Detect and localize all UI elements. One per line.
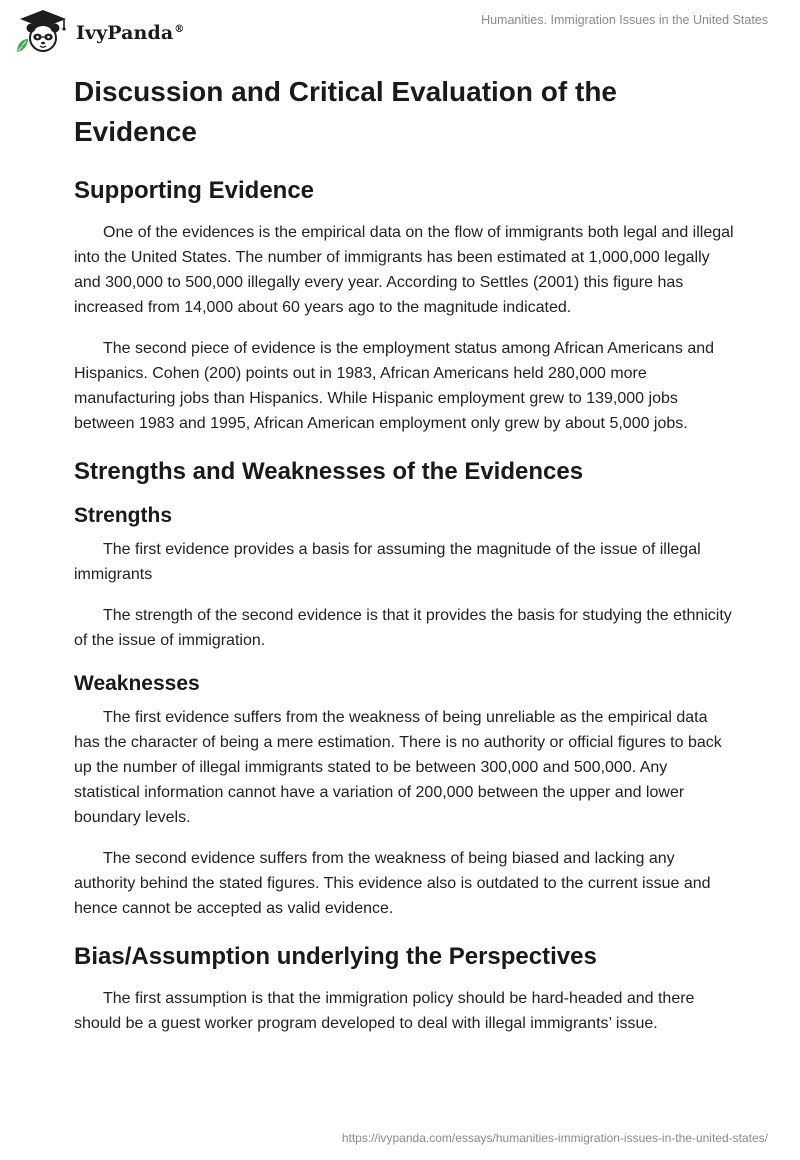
footer-url-link[interactable]: https://ivypanda.com/essays/humanities-immigration-issues-in-the-united-states/ [341, 1131, 768, 1145]
panda-graduate-logo-icon [14, 8, 72, 54]
section-heading-strengths-weaknesses: Strengths and Weaknesses of the Evidences [74, 458, 584, 485]
section-heading-bias-assumption: Bias/Assumption underlying the Perspectives [74, 943, 597, 970]
paragraph: The first evidence suffers from the weakness of being unreliable as the empirical data has the character of being a mere estimation. There is no authority or official figures to back up the number of illegal immigrants stated to be between 300,000 and 500,000. Any statistical information cannot have a variation of 200,000 between the upper and lower boundary levels. [74, 709, 722, 826]
paragraph: One of the evidences is the empirical data on the flow of immigrants both legal and illegal into the United States. The number of immigrants has been estimated at 1,000,000 legally and 300,000 to 500,000 illegally every year. According to Settles (2001) this figure has increased from 14,000 about 60 years ago to the magnitude indicated. [74, 224, 734, 316]
article-body [74, 72, 734, 1052]
paragraph: The second evidence suffers from the weakness of being biased and lacking any authority behind the stated figures. This evidence also is outdated to the current issue and hence cannot be accepted as valid evidence. [74, 850, 711, 917]
registered-mark: ® [174, 23, 185, 35]
paragraph: The strength of the second evidence is that it provides the basis for studying the ethnicity of the issue of immigration. [74, 607, 732, 649]
ivypanda-logo[interactable] [14, 8, 184, 54]
document-title: Humanities. Immigration Issues in the United States [481, 13, 768, 27]
paragraph: The first assumption is that the immigration policy should be hard-headed and there should be a guest worker program developed to deal with illegal immigrants’ issue. [74, 990, 695, 1032]
article-title: Discussion and Critical Evaluation of the Evidence [74, 76, 617, 147]
paragraph: The first evidence provides a basis for assuming the magnitude of the issue of illegal immigrants [74, 541, 701, 583]
section-heading-supporting-evidence: Supporting Evidence [74, 177, 315, 204]
subsection-heading-weaknesses: Weaknesses [74, 672, 200, 695]
brand-name: IvyPanda® [76, 22, 185, 44]
subsection-heading-strengths: Strengths [74, 504, 173, 527]
paragraph: The second piece of evidence is the employment status among African Americans and Hispanics. Cohen (200) points out in 1983, African Americans held 280,000 more manufacturing jobs than Hispanics. While Hispanic employment grew to 139,000 jobs between 1983 and 1995, African American employment only grew by about 5,000 jobs. [74, 340, 715, 432]
page-header [0, 0, 800, 64]
